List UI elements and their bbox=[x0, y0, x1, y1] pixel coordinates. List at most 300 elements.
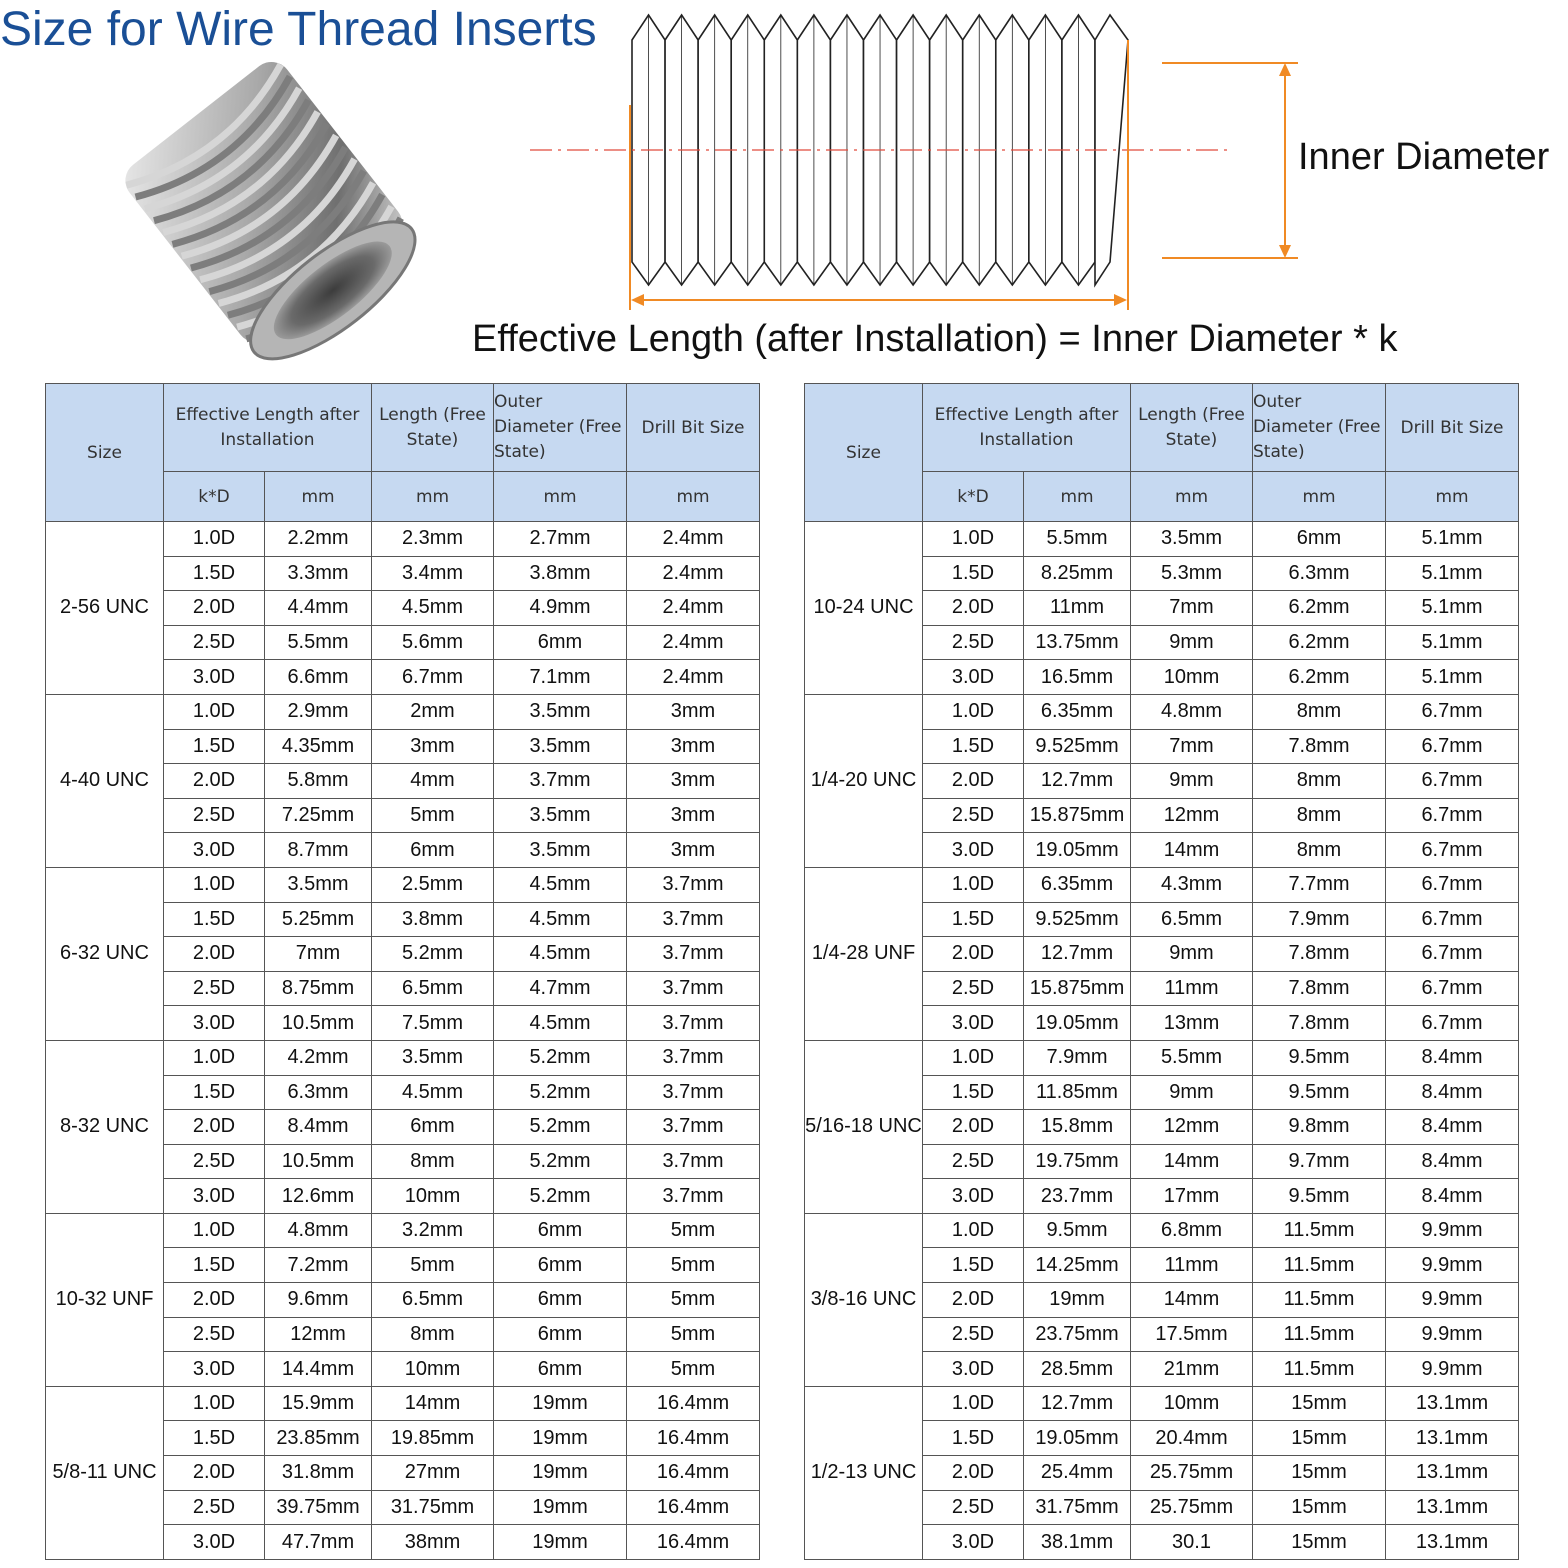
table-cell: 2.0D bbox=[923, 591, 1024, 626]
table-cell: 10mm bbox=[372, 1179, 494, 1214]
table-cell: 9.9mm bbox=[1386, 1213, 1519, 1248]
table-cell: 19.05mm bbox=[1024, 833, 1131, 868]
table-cell: 7.9mm bbox=[1024, 1040, 1131, 1075]
table-cell: 4.5mm bbox=[494, 1006, 627, 1041]
unit-mm: mm bbox=[372, 472, 494, 522]
table-cell: 7mm bbox=[1131, 729, 1253, 764]
table-cell: 14mm bbox=[1131, 833, 1253, 868]
table-cell: 12mm bbox=[1131, 798, 1253, 833]
table-cell: 3.7mm bbox=[627, 937, 760, 972]
table-cell: 2.0D bbox=[164, 764, 265, 799]
table-cell: 5.2mm bbox=[494, 1144, 627, 1179]
table-cell: 31.75mm bbox=[372, 1490, 494, 1525]
table-cell: 3.0D bbox=[164, 1006, 265, 1041]
table-cell: 11mm bbox=[1131, 971, 1253, 1006]
table-cell: 19.75mm bbox=[1024, 1144, 1131, 1179]
table-cell: 9.5mm bbox=[1253, 1179, 1386, 1214]
table-cell: 39.75mm bbox=[265, 1490, 372, 1525]
table-cell: 12.6mm bbox=[265, 1179, 372, 1214]
table-cell: 9.9mm bbox=[1386, 1248, 1519, 1283]
table-cell: 5.5mm bbox=[1131, 1040, 1253, 1075]
table-cell: 4.9mm bbox=[494, 591, 627, 626]
table-cell: 9mm bbox=[1131, 1075, 1253, 1110]
table-cell: 12.7mm bbox=[1024, 937, 1131, 972]
table-cell: 8.75mm bbox=[265, 971, 372, 1006]
unit-mm: mm bbox=[494, 472, 627, 522]
table-cell: 3.7mm bbox=[627, 1006, 760, 1041]
table-cell: 1.5D bbox=[164, 1421, 265, 1456]
table-cell: 13.1mm bbox=[1386, 1490, 1519, 1525]
table-cell: 4.2mm bbox=[265, 1040, 372, 1075]
table-cell: 6mm bbox=[494, 1352, 627, 1387]
table-cell: 3.8mm bbox=[372, 902, 494, 937]
table-cell: 15mm bbox=[1253, 1490, 1386, 1525]
table-cell: 7.7mm bbox=[1253, 867, 1386, 902]
table-cell: 6mm bbox=[494, 1213, 627, 1248]
table-row bbox=[805, 867, 1519, 902]
table-cell: 14mm bbox=[372, 1386, 494, 1421]
table-cell: 1.5D bbox=[923, 729, 1024, 764]
unit-kd: k*D bbox=[164, 472, 265, 522]
size-cell: 3/8-16 UNC bbox=[805, 1213, 923, 1386]
table-cell: 19mm bbox=[494, 1490, 627, 1525]
table-cell: 8.7mm bbox=[265, 833, 372, 868]
table-cell: 1.0D bbox=[923, 1040, 1024, 1075]
table-cell: 2.0D bbox=[164, 937, 265, 972]
table-cell: 9.6mm bbox=[265, 1283, 372, 1318]
table-cell: 1.5D bbox=[923, 556, 1024, 591]
table-cell: 2.5D bbox=[923, 1317, 1024, 1352]
table-cell: 4.35mm bbox=[265, 729, 372, 764]
header-outer-diameter: Outer Diameter (Free State) bbox=[1253, 384, 1386, 472]
page-title: Size for Wire Thread Inserts bbox=[0, 3, 597, 56]
table-cell: 5.2mm bbox=[494, 1110, 627, 1145]
table-cell: 8.4mm bbox=[265, 1110, 372, 1145]
table-cell: 16.4mm bbox=[627, 1490, 760, 1525]
table-cell: 3.0D bbox=[164, 660, 265, 695]
table-cell: 1.0D bbox=[923, 1386, 1024, 1421]
table-cell: 1.0D bbox=[923, 1213, 1024, 1248]
table-cell: 2.4mm bbox=[627, 591, 760, 626]
size-cell: 8-32 UNC bbox=[46, 1040, 164, 1213]
right-size-table bbox=[804, 383, 1519, 1560]
table-cell: 9.5mm bbox=[1253, 1040, 1386, 1075]
table-cell: 19mm bbox=[494, 1386, 627, 1421]
table-cell: 2.4mm bbox=[627, 660, 760, 695]
table-cell: 6.3mm bbox=[1253, 556, 1386, 591]
table-cell: 13.1mm bbox=[1386, 1456, 1519, 1491]
table-cell: 10.5mm bbox=[265, 1144, 372, 1179]
table-cell: 3.7mm bbox=[627, 1144, 760, 1179]
table-cell: 6.7mm bbox=[1386, 937, 1519, 972]
table-cell: 1.5D bbox=[164, 729, 265, 764]
table-cell: 1.5D bbox=[164, 556, 265, 591]
table-cell: 9mm bbox=[1131, 937, 1253, 972]
left-size-table bbox=[45, 383, 760, 1560]
table-cell: 2.3mm bbox=[372, 522, 494, 557]
table-cell: 5.1mm bbox=[1386, 660, 1519, 695]
table-cell: 2.5D bbox=[923, 971, 1024, 1006]
table-cell: 1.5D bbox=[164, 1248, 265, 1283]
size-cell: 5/8-11 UNC bbox=[46, 1386, 164, 1559]
table-cell: 1.0D bbox=[164, 1213, 265, 1248]
table-cell: 27mm bbox=[372, 1456, 494, 1491]
size-cell: 1/2-13 UNC bbox=[805, 1386, 923, 1559]
table-cell: 7mm bbox=[1131, 591, 1253, 626]
table-cell: 3mm bbox=[627, 729, 760, 764]
table-cell: 3.3mm bbox=[265, 556, 372, 591]
table-cell: 1.5D bbox=[923, 1248, 1024, 1283]
table-cell: 6.5mm bbox=[372, 1283, 494, 1318]
insert-dimension-diagram bbox=[0, 0, 1568, 370]
header-effective-length: Effective Length after Installation bbox=[164, 384, 372, 472]
table-cell: 16.4mm bbox=[627, 1421, 760, 1456]
table-cell: 7.8mm bbox=[1253, 937, 1386, 972]
table-cell: 2.5D bbox=[923, 798, 1024, 833]
table-cell: 5.1mm bbox=[1386, 522, 1519, 557]
table-cell: 3.0D bbox=[923, 1179, 1024, 1214]
table-cell: 12mm bbox=[1131, 1110, 1253, 1145]
table-cell: 4.5mm bbox=[494, 937, 627, 972]
table-cell: 7.1mm bbox=[494, 660, 627, 695]
table-cell: 5mm bbox=[627, 1213, 760, 1248]
table-cell: 9.525mm bbox=[1024, 902, 1131, 937]
table-cell: 3.4mm bbox=[372, 556, 494, 591]
table-cell: 3.0D bbox=[923, 1525, 1024, 1560]
table-cell: 6mm bbox=[372, 1110, 494, 1145]
table-cell: 15mm bbox=[1253, 1386, 1386, 1421]
table-cell: 3.0D bbox=[164, 1179, 265, 1214]
table-cell: 16.4mm bbox=[627, 1456, 760, 1491]
table-cell: 2.5D bbox=[164, 798, 265, 833]
table-cell: 6.7mm bbox=[1386, 833, 1519, 868]
table-cell: 9.5mm bbox=[1253, 1075, 1386, 1110]
table-cell: 3.0D bbox=[164, 1525, 265, 1560]
table-cell: 21mm bbox=[1131, 1352, 1253, 1387]
table-row bbox=[805, 1386, 1519, 1421]
table-cell: 1.0D bbox=[164, 1040, 265, 1075]
size-cell: 2-56 UNC bbox=[46, 522, 164, 695]
table-cell: 8.4mm bbox=[1386, 1179, 1519, 1214]
table-cell: 7mm bbox=[265, 937, 372, 972]
table-cell: 4.5mm bbox=[494, 902, 627, 937]
table-cell: 8mm bbox=[372, 1317, 494, 1352]
table-cell: 5.6mm bbox=[372, 625, 494, 660]
table-cell: 6.3mm bbox=[265, 1075, 372, 1110]
table-cell: 11.5mm bbox=[1253, 1317, 1386, 1352]
table-cell: 7.25mm bbox=[265, 798, 372, 833]
table-row bbox=[46, 522, 760, 557]
table-cell: 16.4mm bbox=[627, 1525, 760, 1560]
size-cell: 1/4-20 UNC bbox=[805, 694, 923, 867]
table-cell: 2.5D bbox=[164, 1490, 265, 1525]
table-cell: 6.7mm bbox=[1386, 971, 1519, 1006]
header-length-free: Length (Free State) bbox=[372, 384, 494, 472]
table-cell: 2.0D bbox=[923, 1110, 1024, 1145]
table-row bbox=[46, 1213, 760, 1248]
table-cell: 10mm bbox=[1131, 1386, 1253, 1421]
table-cell: 2.5mm bbox=[372, 867, 494, 902]
table-cell: 47.7mm bbox=[265, 1525, 372, 1560]
table-cell: 25.75mm bbox=[1131, 1490, 1253, 1525]
table-cell: 9.7mm bbox=[1253, 1144, 1386, 1179]
unit-kd: k*D bbox=[923, 472, 1024, 522]
table-cell: 9mm bbox=[1131, 764, 1253, 799]
table-cell: 2.0D bbox=[164, 1110, 265, 1145]
table-cell: 3.7mm bbox=[627, 1075, 760, 1110]
table-cell: 2.5D bbox=[164, 625, 265, 660]
table-cell: 3.0D bbox=[923, 1006, 1024, 1041]
table-cell: 3.7mm bbox=[627, 1110, 760, 1145]
table-cell: 3.5mm bbox=[1131, 522, 1253, 557]
table-cell: 1.5D bbox=[923, 902, 1024, 937]
table-cell: 11.5mm bbox=[1253, 1213, 1386, 1248]
table-cell: 8.4mm bbox=[1386, 1110, 1519, 1145]
table-cell: 12.7mm bbox=[1024, 764, 1131, 799]
table-cell: 2.5D bbox=[923, 1490, 1024, 1525]
table-cell: 2.0D bbox=[923, 1283, 1024, 1318]
table-cell: 2.5D bbox=[164, 1144, 265, 1179]
table-cell: 28.5mm bbox=[1024, 1352, 1131, 1387]
table-cell: 4.3mm bbox=[1131, 867, 1253, 902]
table-cell: 3mm bbox=[627, 833, 760, 868]
table-cell: 11.5mm bbox=[1253, 1352, 1386, 1387]
table-cell: 3.7mm bbox=[494, 764, 627, 799]
size-cell: 10-32 UNF bbox=[46, 1213, 164, 1386]
table-cell: 15.9mm bbox=[265, 1386, 372, 1421]
table-cell: 6mm bbox=[1253, 522, 1386, 557]
table-cell: 9.9mm bbox=[1386, 1352, 1519, 1387]
table-cell: 6.2mm bbox=[1253, 660, 1386, 695]
table-cell: 2.5D bbox=[923, 625, 1024, 660]
table-cell: 8.4mm bbox=[1386, 1144, 1519, 1179]
header-effective-length: Effective Length after Installation bbox=[923, 384, 1131, 472]
table-cell: 16.5mm bbox=[1024, 660, 1131, 695]
effective-length-formula: Effective Length (after Installation) = Inner Diameter * k bbox=[472, 318, 1398, 360]
unit-mm: mm bbox=[1131, 472, 1253, 522]
table-cell: 1.5D bbox=[923, 1421, 1024, 1456]
table-cell: 5.2mm bbox=[494, 1179, 627, 1214]
table-cell: 2mm bbox=[372, 694, 494, 729]
table-cell: 1.5D bbox=[164, 902, 265, 937]
table-cell: 8.4mm bbox=[1386, 1075, 1519, 1110]
table-cell: 3.5mm bbox=[494, 694, 627, 729]
table-cell: 5.1mm bbox=[1386, 625, 1519, 660]
table-cell: 10mm bbox=[372, 1352, 494, 1387]
table-cell: 5.2mm bbox=[494, 1075, 627, 1110]
table-cell: 19mm bbox=[1024, 1283, 1131, 1318]
table-cell: 5.5mm bbox=[265, 625, 372, 660]
table-cell: 2.9mm bbox=[265, 694, 372, 729]
table-cell: 19mm bbox=[494, 1421, 627, 1456]
table-cell: 3.5mm bbox=[494, 833, 627, 868]
table-cell: 5.5mm bbox=[1024, 522, 1131, 557]
table-cell: 1.0D bbox=[923, 694, 1024, 729]
table-cell: 6.7mm bbox=[1386, 694, 1519, 729]
header-outer-diameter: Outer Diameter (Free State) bbox=[494, 384, 627, 472]
unit-mm: mm bbox=[265, 472, 372, 522]
table-cell: 6.7mm bbox=[1386, 764, 1519, 799]
table-cell: 6.2mm bbox=[1253, 625, 1386, 660]
table-cell: 2.0D bbox=[164, 591, 265, 626]
table-cell: 7.8mm bbox=[1253, 971, 1386, 1006]
table-cell: 3.5mm bbox=[494, 729, 627, 764]
table-cell: 6mm bbox=[494, 625, 627, 660]
table-cell: 2.2mm bbox=[265, 522, 372, 557]
table-cell: 6mm bbox=[494, 1283, 627, 1318]
table-cell: 1.0D bbox=[164, 522, 265, 557]
size-cell: 1/4-28 UNF bbox=[805, 867, 923, 1040]
table-cell: 5.8mm bbox=[265, 764, 372, 799]
table-cell: 19.05mm bbox=[1024, 1006, 1131, 1041]
table-cell: 3.5mm bbox=[372, 1040, 494, 1075]
unit-mm: mm bbox=[1253, 472, 1386, 522]
table-cell: 11mm bbox=[1131, 1248, 1253, 1283]
table-cell: 1.5D bbox=[164, 1075, 265, 1110]
table-cell: 38mm bbox=[372, 1525, 494, 1560]
size-cell: 4-40 UNC bbox=[46, 694, 164, 867]
table-cell: 5.1mm bbox=[1386, 591, 1519, 626]
table-row bbox=[805, 694, 1519, 729]
table-cell: 19mm bbox=[494, 1456, 627, 1491]
table-cell: 1.0D bbox=[923, 867, 1024, 902]
header-size: Size bbox=[805, 384, 923, 522]
table-cell: 4.5mm bbox=[494, 867, 627, 902]
table-cell: 9.9mm bbox=[1386, 1317, 1519, 1352]
table-cell: 7.2mm bbox=[265, 1248, 372, 1283]
table-cell: 3.2mm bbox=[372, 1213, 494, 1248]
table-row bbox=[46, 1040, 760, 1075]
table-cell: 2.0D bbox=[164, 1283, 265, 1318]
table-cell: 1.0D bbox=[923, 522, 1024, 557]
table-cell: 8mm bbox=[1253, 694, 1386, 729]
table-cell: 7.8mm bbox=[1253, 1006, 1386, 1041]
table-cell: 38.1mm bbox=[1024, 1525, 1131, 1560]
table-cell: 14mm bbox=[1131, 1144, 1253, 1179]
table-cell: 6mm bbox=[372, 833, 494, 868]
table-cell: 4.8mm bbox=[1131, 694, 1253, 729]
table-cell: 3.0D bbox=[164, 833, 265, 868]
table-cell: 3.0D bbox=[923, 1352, 1024, 1387]
table-cell: 5mm bbox=[627, 1283, 760, 1318]
table-cell: 3.7mm bbox=[627, 867, 760, 902]
table-cell: 3.7mm bbox=[627, 1179, 760, 1214]
table-cell: 6.7mm bbox=[372, 660, 494, 695]
table-cell: 1.5D bbox=[923, 1075, 1024, 1110]
table-cell: 2.5D bbox=[164, 971, 265, 1006]
table-row bbox=[46, 1386, 760, 1421]
table-cell: 4.8mm bbox=[265, 1213, 372, 1248]
table-cell: 6.7mm bbox=[1386, 867, 1519, 902]
table-cell: 5.2mm bbox=[372, 937, 494, 972]
table-cell: 13.1mm bbox=[1386, 1421, 1519, 1456]
table-cell: 2.0D bbox=[923, 1456, 1024, 1491]
table-cell: 4.5mm bbox=[372, 1075, 494, 1110]
table-cell: 3.0D bbox=[923, 833, 1024, 868]
unit-mm: mm bbox=[1024, 472, 1131, 522]
table-cell: 7.5mm bbox=[372, 1006, 494, 1041]
table-cell: 12.7mm bbox=[1024, 1386, 1131, 1421]
table-cell: 11mm bbox=[1024, 591, 1131, 626]
table-cell: 6.7mm bbox=[1386, 798, 1519, 833]
table-cell: 14.25mm bbox=[1024, 1248, 1131, 1283]
size-cell: 10-24 UNC bbox=[805, 522, 923, 695]
table-cell: 19mm bbox=[494, 1525, 627, 1560]
table-cell: 9.525mm bbox=[1024, 729, 1131, 764]
table-cell: 9mm bbox=[1131, 625, 1253, 660]
table-cell: 2.5D bbox=[164, 1317, 265, 1352]
table-cell: 8mm bbox=[1253, 833, 1386, 868]
table-row bbox=[46, 867, 760, 902]
table-cell: 6.2mm bbox=[1253, 591, 1386, 626]
table-cell: 9.9mm bbox=[1386, 1283, 1519, 1318]
table-cell: 3.0D bbox=[923, 660, 1024, 695]
header-drill-bit: Drill Bit Size bbox=[627, 384, 760, 472]
table-cell: 4mm bbox=[372, 764, 494, 799]
table-cell: 5.2mm bbox=[494, 1040, 627, 1075]
table-row bbox=[805, 1040, 1519, 1075]
table-cell: 8.4mm bbox=[1386, 1040, 1519, 1075]
header-length-free: Length (Free State) bbox=[1131, 384, 1253, 472]
table-cell: 2.7mm bbox=[494, 522, 627, 557]
table-cell: 6.5mm bbox=[1131, 902, 1253, 937]
table-cell: 5.1mm bbox=[1386, 556, 1519, 591]
table-cell: 15.875mm bbox=[1024, 798, 1131, 833]
table-cell: 9.8mm bbox=[1253, 1110, 1386, 1145]
table-cell: 3.8mm bbox=[494, 556, 627, 591]
table-cell: 4.5mm bbox=[372, 591, 494, 626]
table-cell: 8.25mm bbox=[1024, 556, 1131, 591]
table-cell: 6.7mm bbox=[1386, 1006, 1519, 1041]
table-cell: 13.75mm bbox=[1024, 625, 1131, 660]
table-cell: 7.8mm bbox=[1253, 729, 1386, 764]
table-cell: 23.75mm bbox=[1024, 1317, 1131, 1352]
table-row bbox=[46, 694, 760, 729]
table-cell: 13.1mm bbox=[1386, 1386, 1519, 1421]
table-cell: 20.4mm bbox=[1131, 1421, 1253, 1456]
table-cell: 3.5mm bbox=[494, 798, 627, 833]
table-cell: 19.05mm bbox=[1024, 1421, 1131, 1456]
table-cell: 6.6mm bbox=[265, 660, 372, 695]
table-cell: 31.75mm bbox=[1024, 1490, 1131, 1525]
table-cell: 17.5mm bbox=[1131, 1317, 1253, 1352]
table-cell: 1.0D bbox=[164, 867, 265, 902]
table-cell: 10mm bbox=[1131, 660, 1253, 695]
table-cell: 2.0D bbox=[923, 937, 1024, 972]
table-cell: 11.5mm bbox=[1253, 1283, 1386, 1318]
table-cell: 2.4mm bbox=[627, 522, 760, 557]
table-cell: 6mm bbox=[494, 1317, 627, 1352]
table-cell: 2.0D bbox=[923, 764, 1024, 799]
table-cell: 23.7mm bbox=[1024, 1179, 1131, 1214]
table-cell: 3.7mm bbox=[627, 1040, 760, 1075]
table-cell: 6.35mm bbox=[1024, 867, 1131, 902]
table-cell: 15mm bbox=[1253, 1456, 1386, 1491]
inner-diameter-label: Inner Diameter bbox=[1298, 136, 1550, 178]
table-cell: 8mm bbox=[1253, 798, 1386, 833]
table-cell: 25.75mm bbox=[1131, 1456, 1253, 1491]
table-cell: 5.25mm bbox=[265, 902, 372, 937]
table-cell: 6.7mm bbox=[1386, 902, 1519, 937]
table-cell: 23.85mm bbox=[265, 1421, 372, 1456]
table-cell: 3.0D bbox=[164, 1352, 265, 1387]
table-row bbox=[805, 522, 1519, 557]
table-cell: 5mm bbox=[372, 798, 494, 833]
table-cell: 2.4mm bbox=[627, 556, 760, 591]
table-cell: 31.8mm bbox=[265, 1456, 372, 1491]
table-cell: 11.85mm bbox=[1024, 1075, 1131, 1110]
table-cell: 3mm bbox=[627, 798, 760, 833]
